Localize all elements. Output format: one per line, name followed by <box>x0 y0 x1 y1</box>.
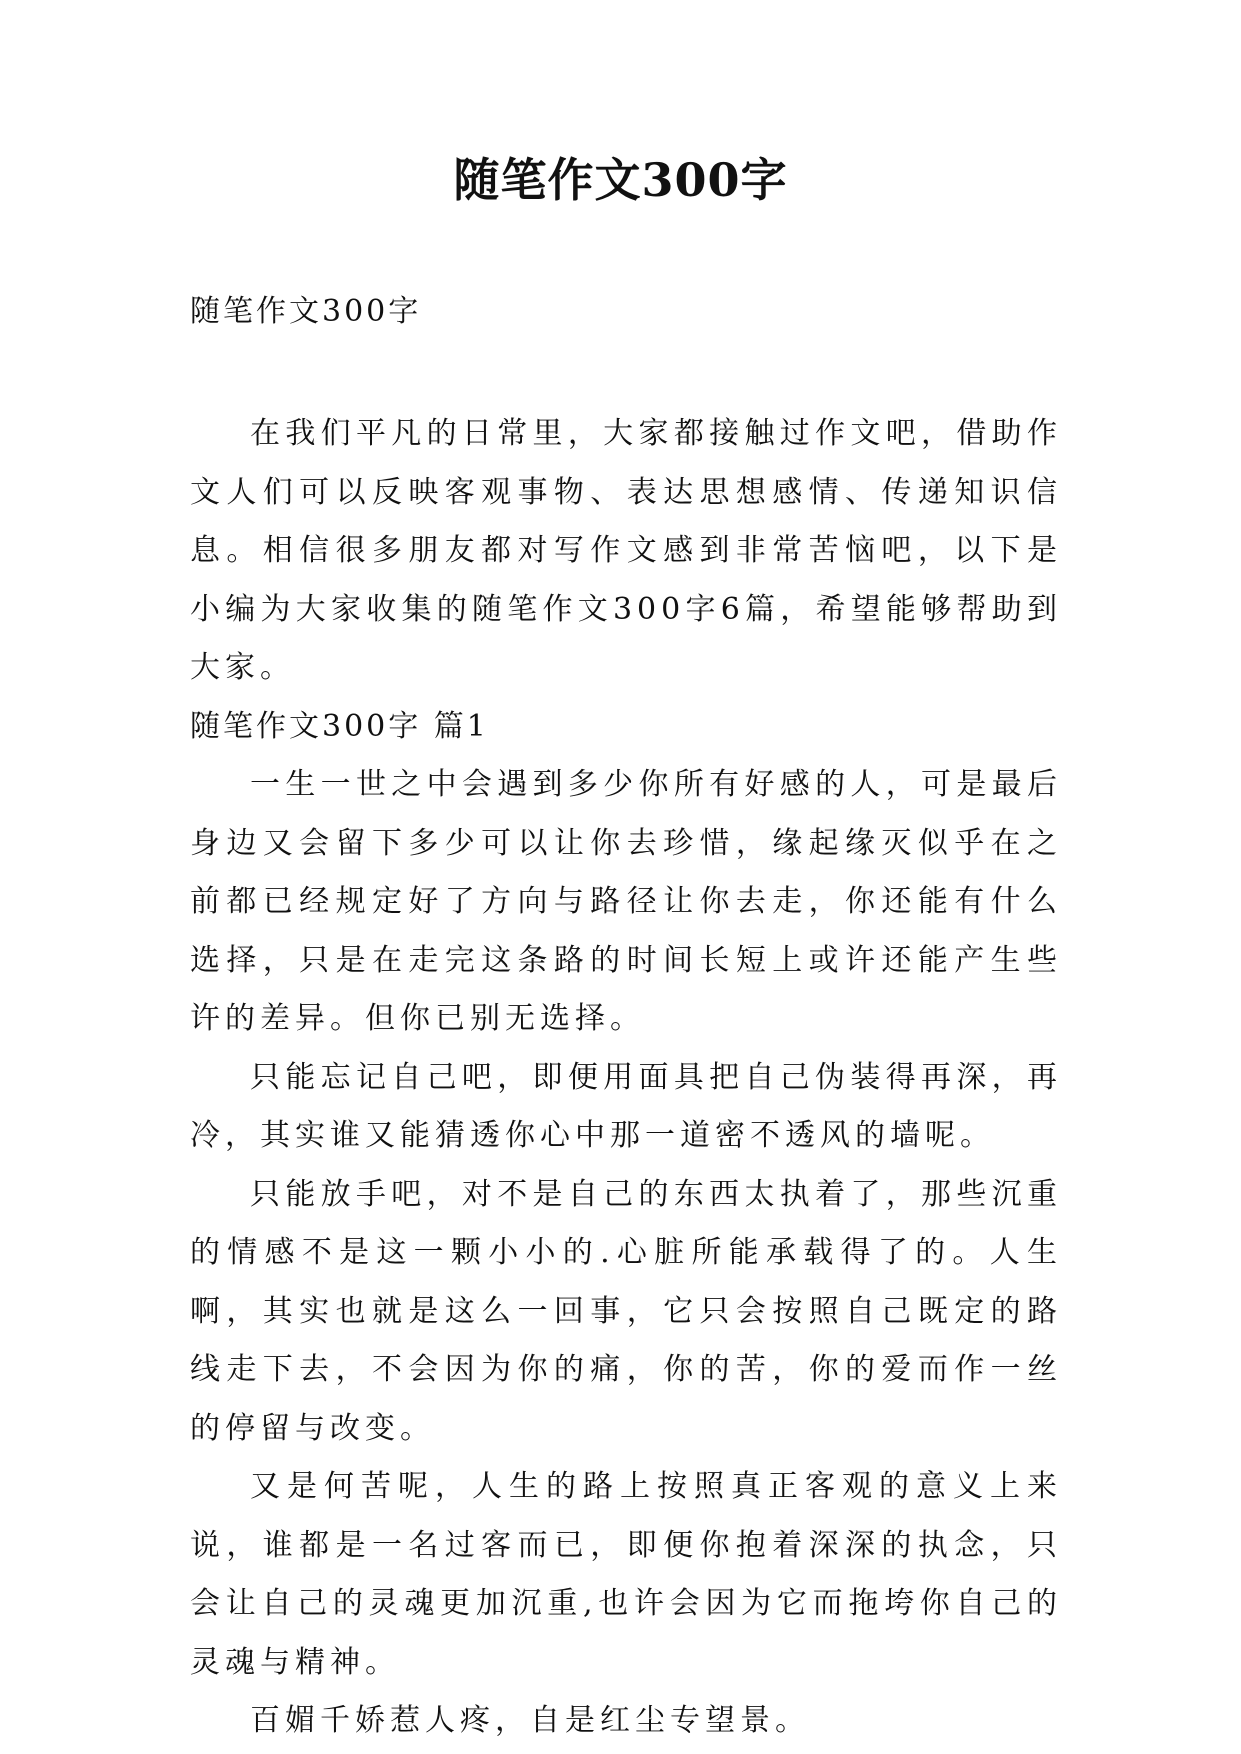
document-title: 随笔作文300字 <box>453 153 788 207</box>
document-subtitle: 随笔作文300字 <box>190 294 422 329</box>
body-paragraph: 又是何苦呢，人生的路上按照真正客观的意义上来说，谁都是一名过客而已，即便你抱着深深的执念，只会让自己的灵魂更加沉重,也许会因为它而拖垮你自己的灵魂与精神。 <box>190 1469 1062 1680</box>
document-body <box>190 405 1062 1751</box>
body-paragraph: 一生一世之中会遇到多少你所有好感的人，可是最后身边又会留下多少可以让你去珍惜，缘起缘灭似乎在之前都已经规定好了方向与路径让你去走，你还能有什么选择，只是在走完这条路的时间长短上或许还能产生些许的差异。但你已别无选择。 <box>190 767 1062 1036</box>
section-heading: 随笔作文300字 篇1 <box>190 708 489 744</box>
intro-paragraph: 在我们平凡的日常里，大家都接触过作文吧，借助作文人们可以反映客观事物、表达思想感情、传递知识信息。相信很多朋友都对写作文感到非常苦恼吧，以下是小编为大家收集的随笔作文300字6篇，希望能够帮助到大家。 <box>190 416 1062 685</box>
body-paragraph: 百媚千娇惹人疼，自是红尘专望景。 <box>250 1703 810 1738</box>
body-paragraph: 只能忘记自己吧，即便用面具把自己伪装得再深，再冷，其实谁又能猜透你心中那一道密不透风的墙呢。 <box>190 1059 1062 1153</box>
body-paragraph: 只能放手吧，对不是自己的东西太执着了，那些沉重的情感不是这一颗小小的.心脏所能承载得了的。人生啊，其实也就是这么一回事，它只会按照自己既定的路线走下去，不会因为你的痛，你的苦，你的爱而作一丝的停留与改变。 <box>190 1176 1062 1446</box>
